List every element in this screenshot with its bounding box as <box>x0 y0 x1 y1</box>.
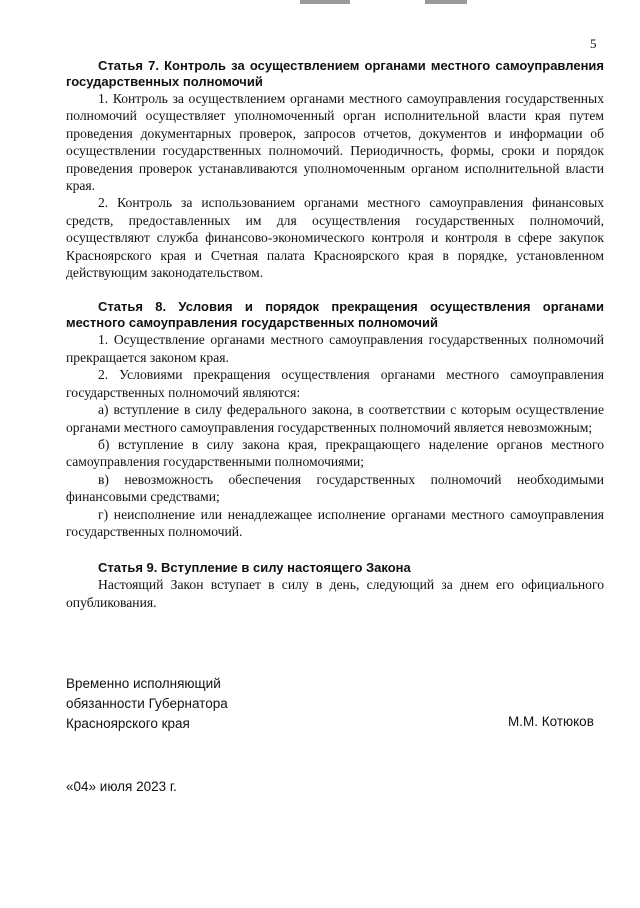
article-7-paragraph-1: 1. Контроль за осуществлением органами местного самоуправления государственных полномочий осуществляет уполномоченный орган исполнительной власти края путем проведения документарных проверок, запросов отчетов, документов и информации об осуществлении государственных полномочий. Периодичность, формы, сроки и порядок проведения проверок устанавливаются уполномоченным органом исполнительной власти края. <box>66 91 604 194</box>
scan-mark-right <box>425 0 467 4</box>
article-8-item-v: в) невозможность обеспечения государственных полномочий необходимыми финансовыми средствами; <box>66 471 604 505</box>
article-8-item-a: а) вступление в силу федерального закона, в соответствии с которым осуществление органами местного самоуправления государственных полномочий является невозможным; <box>66 402 604 435</box>
article-7-title: Статья 7. Контроль за осуществлением органами местного самоуправления государственных полномочий <box>66 58 604 89</box>
article-7-paragraph-2: 2. Контроль за использованием органами местного самоуправления финансовых средств, предоставленных им для осуществления государственных полномочий, осуществляют служба финансово-экономического контроля и контроля в сфере закупок Красноярского края и Счетная палата Красноярского края в порядке, установленном действующим законодательством. <box>66 195 604 281</box>
article-8-title: Статья 8. Условия и порядок прекращения осуществления органами местного самоуправления государственных полномочий <box>66 299 604 331</box>
page-number: 5 <box>590 36 597 51</box>
scan-mark-left <box>300 0 350 4</box>
document-date: «04» июля 2023 г. <box>66 779 177 794</box>
article-8-item-b: б) вступление в силу закона края, прекращающего наделение органов местного самоуправления государственными полномочиями; <box>66 436 604 470</box>
article-8-paragraph-1: 1. Осуществление органами местного самоуправления государственных полномочий прекращается законом края. <box>66 332 604 365</box>
article-8-item-g: г) неисполнение или ненадлежащее исполнение органами местного самоуправления государственных полномочий. <box>66 506 604 539</box>
document-body <box>66 58 604 611</box>
signer-name: М.М. Котюков <box>508 714 594 729</box>
article-9-title: Статья 9. Вступление в силу настоящего Закона <box>98 560 411 576</box>
signature-line-1: Временно исполняющий <box>66 676 221 691</box>
article-8-paragraph-2: 2. Условиями прекращения осуществления органами местного самоуправления государственных полномочий являются: <box>66 367 604 400</box>
signature-block <box>66 674 228 734</box>
signature-line-3: Красноярского края <box>66 716 190 731</box>
signature-line-2: обязанности Губернатора <box>66 696 228 711</box>
article-9-paragraph-1: Настоящий Закон вступает в силу в день, следующий за днем его официального опубликования. <box>66 577 604 610</box>
